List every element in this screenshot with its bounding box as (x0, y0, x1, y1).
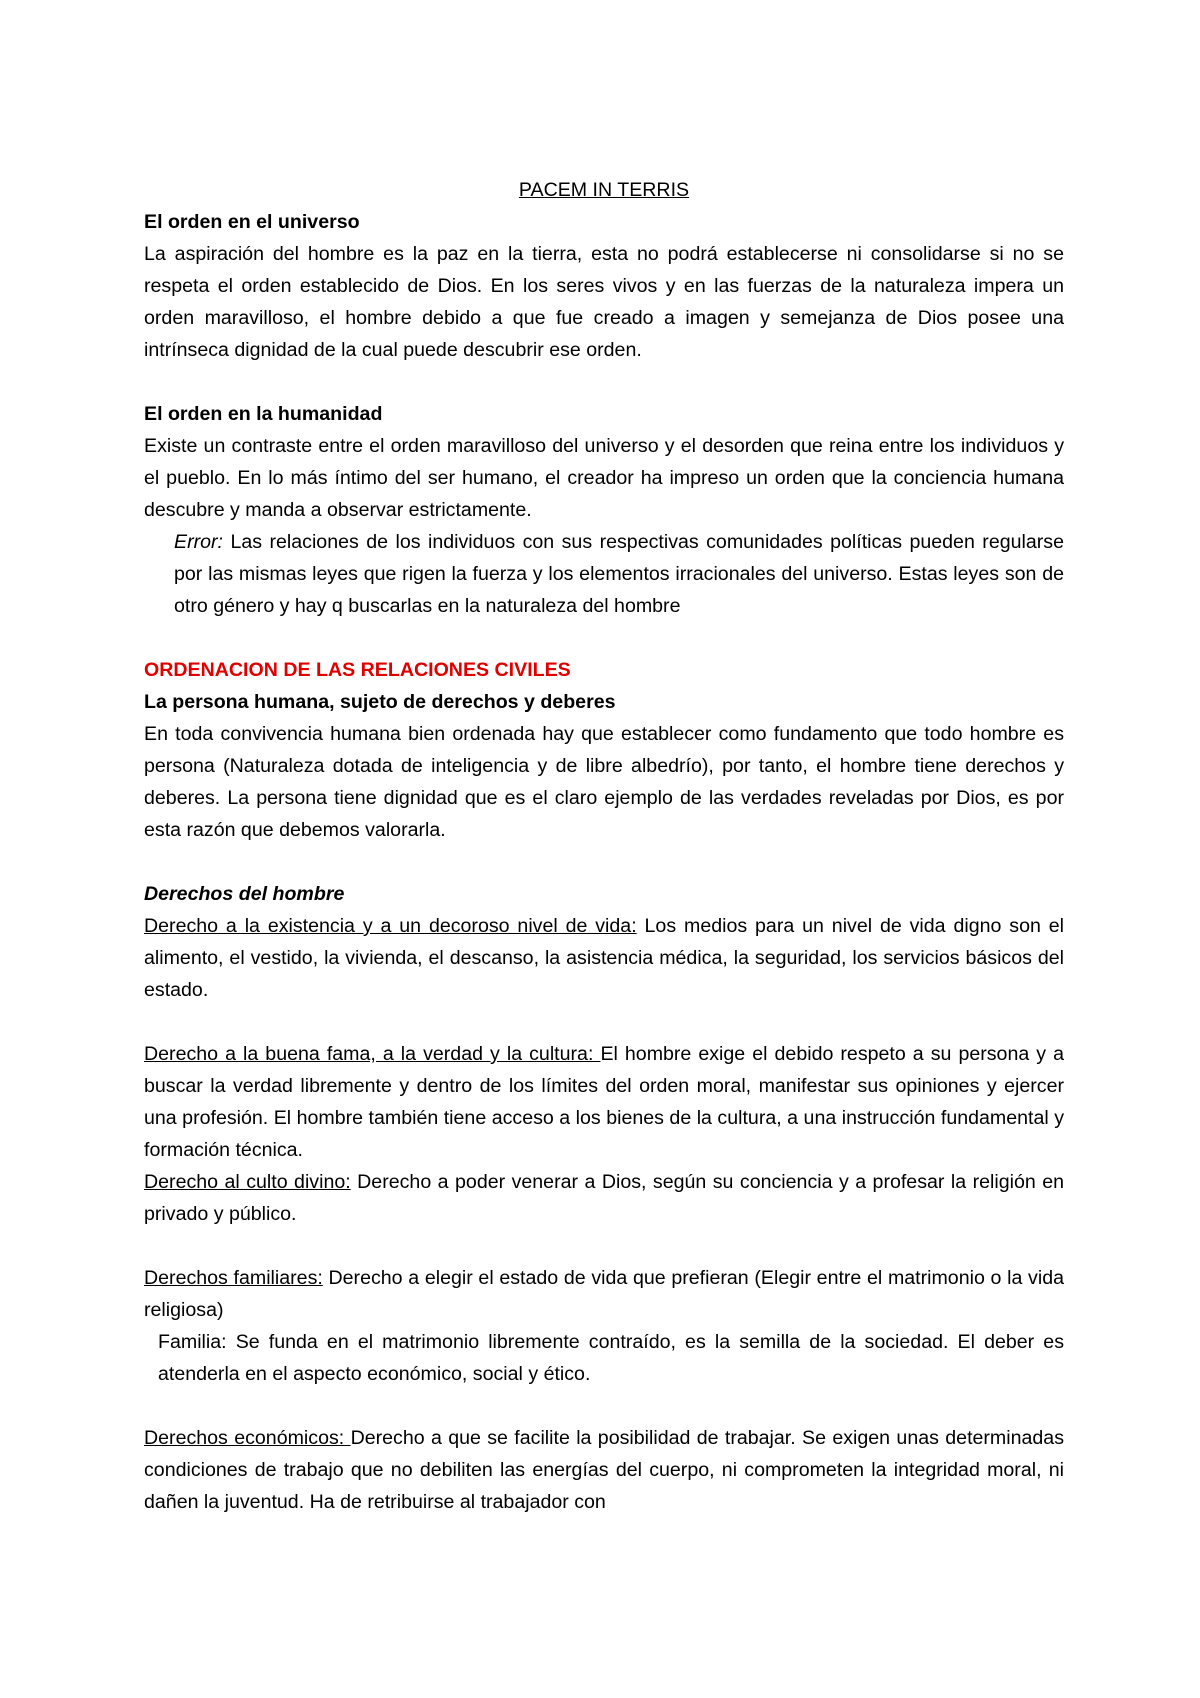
derecho-culto-label: Derecho al culto divino: (144, 1171, 351, 1193)
paragraph-derecho-culto (144, 1166, 1064, 1230)
paragraph-derechos-economicos (144, 1422, 1064, 1518)
paragraph-familia: Familia: Se funda en el matrimonio libremente contraído, es la semilla de la sociedad. El deber es atenderla en el aspecto económico, social y ético. (158, 1331, 1064, 1385)
subheading-persona-humana: La persona humana, sujeto de derechos y deberes (144, 691, 616, 713)
derecho-fama-label: Derecho a la buena fama, a la verdad y la cultura: (144, 1043, 601, 1065)
paragraph-derecho-fama (144, 1038, 1064, 1166)
paragraph-derechos-familiares (144, 1262, 1064, 1326)
error-text: Las relaciones de los individuos con sus respectivas comunidades políticas pueden regularse por las mismas leyes que rigen la fuerza y los elementos irracionales del universo. Estas leyes son de otro género y hay q buscarlas en la naturaleza del hombre (174, 531, 1064, 617)
derechos-economicos-label: Derechos económicos: (144, 1427, 351, 1449)
paragraph-derecho-existencia (144, 910, 1064, 1006)
derecho-existencia-text: Los medios para un nivel de vida digno son el alimento, el vestido, la vivienda, el descanso, la asistencia médica, la seguridad, los servicios básicos del estado. (144, 915, 1064, 1001)
section-heading-relaciones-civiles: ORDENACION DE LAS RELACIONES CIVILES (144, 659, 571, 681)
derecho-existencia-label: Derecho a la existencia y a un decoroso nivel de vida: (144, 915, 637, 937)
paragraph-persona-humana: En toda convivencia humana bien ordenada hay que establecer como fundamento que todo hombre es persona (Naturaleza dotada de inteligencia y de libre albedrío), por tanto, el hombre tiene derechos y deberes. La persona tiene dignidad que es el claro ejemplo de las verdades reveladas por Dios, es por esta razón que debemos valorarla. (144, 723, 1064, 841)
section-heading-orden-humanidad: El orden en la humanidad (144, 403, 383, 425)
derechos-economicos-text: Derecho a que se facilite la posibilidad de trabajar. Se exigen unas determinadas condiciones de trabajo que no debiliten las energías del cuerpo, ni comprometen la integridad moral, ni dañen la juventud. Ha de retribuirse al trabajador con (144, 1427, 1064, 1513)
section-heading-derechos-hombre: Derechos del hombre (144, 883, 345, 905)
paragraph-orden-universo: La aspiración del hombre es la paz en la tierra, esta no podrá establecerse ni consolidarse si no se respeta el orden establecido de Dios. En los seres vivos y en las fuerzas de la naturaleza impera un orden maravilloso, el hombre debido a que fue creado a imagen y semejanza de Dios posee una intrínseca dignidad de la cual puede descubrir ese orden. (144, 243, 1064, 361)
error-label: Error: (174, 531, 223, 553)
error-note (174, 526, 1064, 622)
derechos-familiares-text: Derecho a elegir el estado de vida que prefieran (Elegir entre el matrimonio o la vida religiosa) (144, 1267, 1064, 1321)
derecho-fama-text: El hombre exige el debido respeto a su persona y a buscar la verdad libremente y dentro de los límites del orden moral, manifestar sus opiniones y ejercer una profesión. El hombre también tiene acceso a los bienes de la cultura, a una instrucción fundamental y formación técnica. (144, 1043, 1065, 1161)
document-title: PACEM IN TERRIS (518, 179, 690, 201)
section-heading-orden-universo: El orden en el universo (144, 211, 360, 233)
derecho-culto-text: Derecho a poder venerar a Dios, según su conciencia y a profesar la religión en privado y público. (144, 1171, 1064, 1225)
paragraph-orden-humanidad: Existe un contraste entre el orden maravilloso del universo y el desorden que reina entre los individuos y el pueblo. En lo más íntimo del ser humano, el creador ha impreso un orden que la conciencia humana descubre y manda a observar estrictamente. (144, 435, 1064, 521)
derechos-familiares-label: Derechos familiares: (144, 1267, 323, 1289)
